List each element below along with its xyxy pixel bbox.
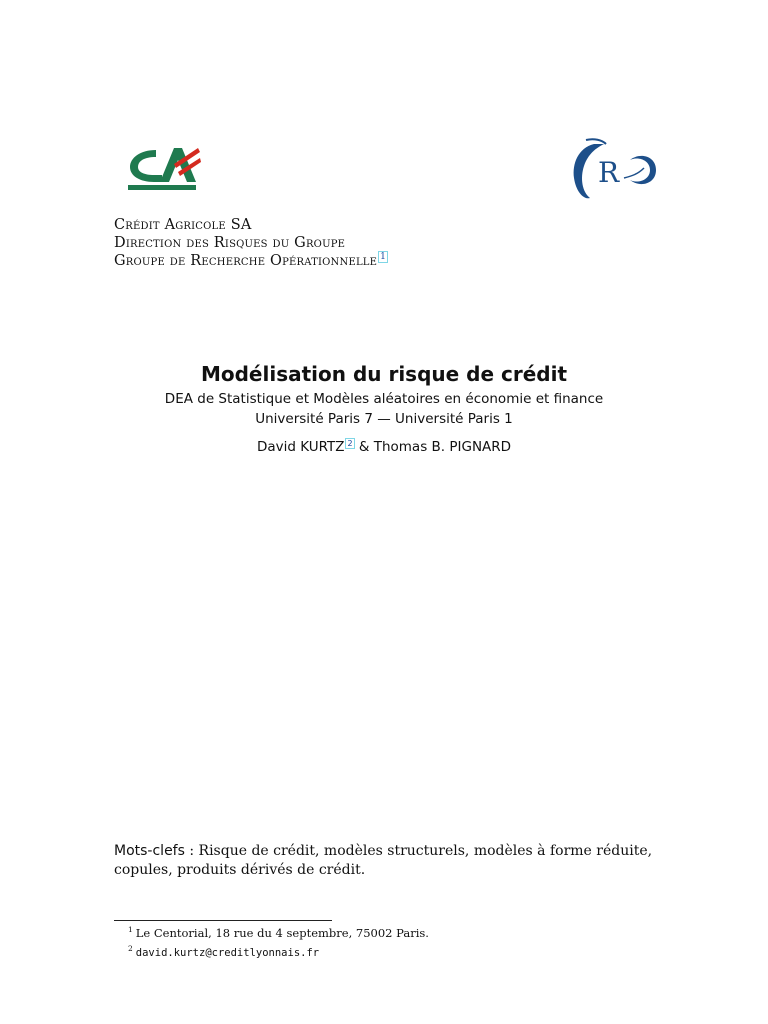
author-2: Thomas B. PIGNARD (373, 439, 512, 455)
svg-text:R: R (598, 156, 620, 189)
footnotes (128, 922, 429, 961)
institution-block (114, 216, 388, 270)
footnote-rule (114, 920, 332, 921)
credit-agricole-logo (126, 142, 202, 192)
document-subtitle-university: Université Paris 7 — Université Paris 1 (255, 411, 513, 427)
footnote-2 (128, 941, 429, 961)
institution-group (114, 252, 388, 270)
footnote-1-text: Le Centorial, 18 rue du 4 septembre, 75002 Paris. (135, 925, 429, 940)
footnote-2-mark: 2 (128, 943, 133, 953)
footnote-2-email[interactable]: david.kurtz@creditlyonnais.fr (135, 946, 320, 959)
gro-logo (568, 138, 660, 204)
author-1: David KURTZ (256, 439, 345, 455)
authors-line (0, 438, 768, 456)
author-separator: & (354, 439, 374, 455)
institution-department: Direction des Risques du Groupe (114, 235, 346, 251)
keywords-separator: : (184, 843, 199, 859)
footnote-1-mark: 1 (128, 925, 133, 934)
footnote-1 (128, 922, 429, 941)
document-title: Modélisation du risque de crédit (200, 362, 568, 386)
document-subtitle-program: DEA de Statistique et Modèles aléatoires en économie et finance (164, 391, 604, 407)
footnote-ref-2[interactable]: 2 (347, 438, 353, 448)
footnote-ref-1[interactable]: 1 (380, 252, 387, 263)
institution-group-label: Groupe de Recherche Opérationnelle (114, 253, 378, 269)
keywords-label: Mots-clefs (114, 843, 185, 859)
institution-name: Crédit Agricole SA (114, 217, 252, 233)
keywords-paragraph (114, 842, 662, 880)
title-block (0, 360, 768, 456)
keywords-text: Risque de crédit, modèles structurels, modèles à forme réduite, copules, produits dérivés de crédit. (114, 843, 653, 878)
